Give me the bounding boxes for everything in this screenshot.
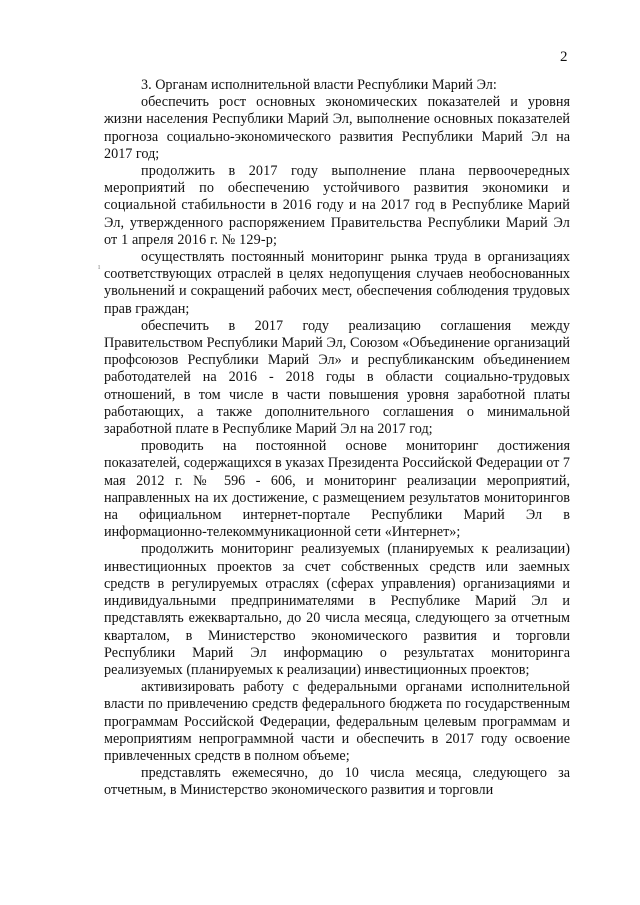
paragraph: осуществлять постоянный мониторинг рынка труда в организациях соответствующих отраслей в целях недопущения случаев необоснованных увольнений и сокращений рабочих мест, обеспечения соблюдения трудовых прав граждан; xyxy=(104,249,570,317)
paragraph: обеспечить рост основных экономических показателей и уровня жизни населения Республики Марий Эл, выполнение основных показателей прогноза социально-экономического развития Республики Марий Эл на 2017 год; xyxy=(104,94,570,162)
paragraph: продолжить в 2017 году выполнение плана первоочередных мероприятий по обеспечению устойчивого развития экономики и социальной стабильности в 2016 году и на 2017 год в Республике Марий Эл, утвержденного распоряжением Правительства Республики Марий Эл от 1 апреля 2016 г. № 129-р; xyxy=(104,163,570,248)
page-number: 2 xyxy=(560,49,568,65)
paragraph: обеспечить в 2017 году реализацию соглашения между Правительством Республики Марий Эл, Союзом «Объединение организаций профсоюзов Республики Марий Эл» и республиканским объединением работодателей на 2016 - 2018 годы в области социально-трудовых отношений, в том числе в части повышения уровня заработной платы работающих, а также дополнительного соглашения о минимальной заработной плате в Республике Марий Эл на 2017 год; xyxy=(104,317,570,438)
paragraph: проводить на постоянной основе мониторинг достижения показателей, содержащихся в указах Президента Российской Федерации от 7 мая 2012 г. № 596 - 606, и мониторинг реализации мероприятий, направленных на их достижение, с размещением результатов мониторингов на официальном интернет-портале Республики Марий Эл в информационно-телекоммуникационной сети «Интернет»; xyxy=(104,438,570,541)
margin-mark: ı xyxy=(98,262,101,271)
paragraph: продолжить мониторинг реализуемых (планируемых к реализации) инвестиционных проектов за счет собственных средств или заемных средств в регулируемых отраслях (сферах управления) организациями и индивидуальными предпринимателями в Республике Марий Эл и представлять ежеквартально, до 20 числа месяца, следующего за отчетным кварталом, в Министерство экономического развития и торговли Республики Марий Эл информацию о результатах мониторинга реализуемых (планируемых к реализации) инвестиционных проектов; xyxy=(104,541,570,678)
section-heading: 3. Органам исполнительной власти Республики Марий Эл: xyxy=(141,77,497,93)
paragraph: представлять ежемесячно, до 10 числа месяца, следующего за отчетным, в Министерство экономического развития и торговли xyxy=(104,765,570,799)
document-body xyxy=(104,77,570,800)
paragraph: активизировать работу с федеральными органами исполнительной власти по привлечению средств федерального бюджета по государственным программам Российской Федерации, федеральным целевым программам и мероприятиям непрограммной части и обеспечить в 2017 году освоение привлеченных средств в полном объеме; xyxy=(104,679,570,764)
